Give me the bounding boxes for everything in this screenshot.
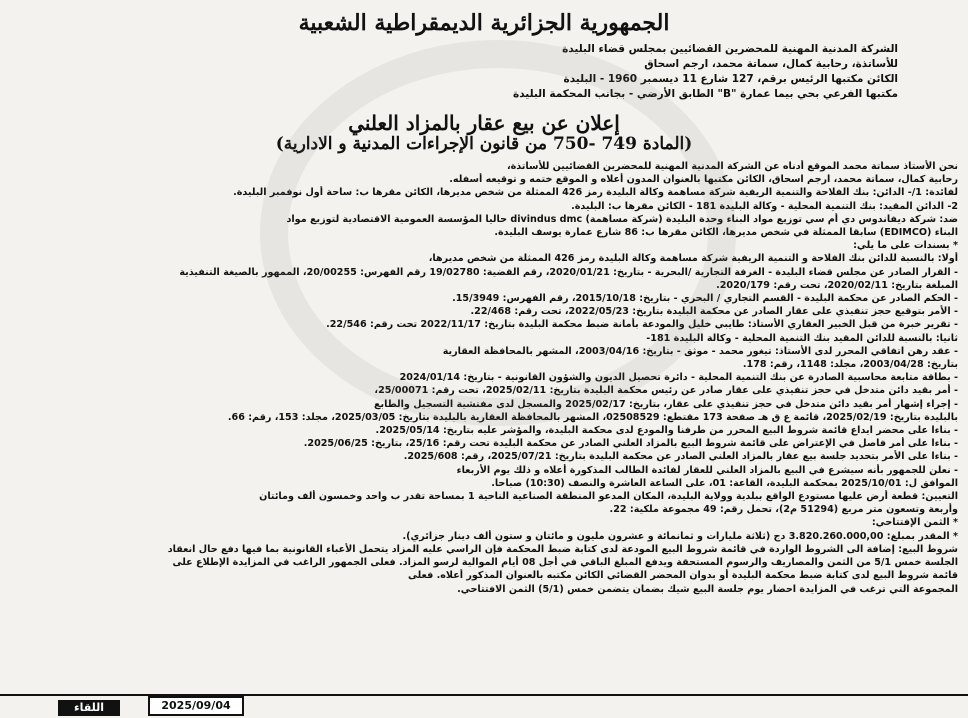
notice-line: - أمر بقيد دائن متدخل في حجز تنفيذي على عقار صادر عن رئيس محكمة البليدة بتاريخ: 2025/02/11، تحت رقم: 25/00071، <box>374 385 958 397</box>
notice-line: قائمة شروط البيع لدى كتابة ضبط محكمة البليدة أو بدوان المحضر القضائي الكائن مكتبه بالعنوان المذكور أعلاه. فعلى <box>407 570 958 582</box>
publication-date: 2025/09/04 <box>148 696 244 716</box>
notice-line: بالبليدة بتاريخ: 2025/02/19، قائمة ع ق هـ صفحة 173 مقتطع: 02508529، المشهر بالمحافظة العقارية بالبليدة بتاريخ: 2025/03/05، مجلد: 153، رقم: 66. <box>227 411 958 423</box>
notice-line: نحن الأستاذ سماتة محمد الموقع أدناه عن الشركة المدنية المهنية للمحضرين القضائيين للأساتذة، <box>506 161 958 172</box>
notice-line: شروط البيع: إضافة الى الشروط الواردة في قائمة شروط البيع المودعة لدى كتابة ضبط المحكمة فإن الراسي عليه المزاد يتحمل الأعباء القانونية بما فيها دفع حال انعقاد <box>167 543 958 555</box>
notice-line: لفائدة: 1/- الدائن: بنك الفلاحة والتنمية الريفية شركة مساهمة وكالة البليدة رمز 426 الممثلة من شخص مديرها، الكائن مقرها ب: ساحة أول نوفمبر البليدة. <box>233 187 958 199</box>
notice-line: - الحكم الصادر عن محكمة البليدة - القسم التجاري / البحري - بتاريخ: 2015/10/18، رقم الفهرس: 15/3949. <box>452 293 958 305</box>
notice-line: وأربعة وتسعون متر مربع (51294 م2)، تحمل رقم: 49 مجموعة ملكية: 22. <box>609 504 958 516</box>
notice-line: المجموعة التي ترغب في المزايدة احضار يوم جلسة البيع شيك بضمان يتضمن خمس (5/1) الثمن الافتتاحي. <box>457 583 958 595</box>
office-line-3: الكائن مكتبها الرئيس برقم، 127 شارع 11 ديسمبر 1960 - البليدة <box>563 73 898 85</box>
notice-line: المبلغة بتاريخ: 2020/02/11، تحت رقم: 2020/179. <box>716 279 958 291</box>
notice-line: البناء (EDIMCO) سابقا الممثلة في شخص مديرها، الكائن مقرها ب: 86 شارع عمارة يوسف البليدة. <box>494 227 958 239</box>
office-line-2: للأساتذة، رحابية كمال، سماتة محمد، ارجم اسحاق <box>644 58 898 70</box>
notice-line: - بطاقة متابعة محاسبية الصادرة عن بنك التنمية المحلية - دائرة تحصيل الديون والشؤون القانونية - بتاريخ: 2024/01/14 <box>399 372 958 384</box>
notice-line: بتاريخ: 2003/04/28، مجلد: 1148، رقم: 178. <box>742 359 958 371</box>
announcement-subtitle: (المادة 749 -750 من قانون الإجراءات المدنية و الادارية) <box>275 134 693 154</box>
page-footer <box>0 694 968 718</box>
notice-body <box>10 160 958 596</box>
notice-line: ضد: شركة ديفاندوس دي أم سي توزيع مواد البناء وحدة البليدة (شركة مساهمة) divindus dmc حاليا المؤسسة العمومية الاقتصادية لتوزيع مواد <box>286 213 958 225</box>
newspaper-tag: اللقاء <box>58 700 120 716</box>
notice-line: - عقد رهن اتفاقي المحرر لدى الأستاذ: تيغور محمد - موثق - بتاريخ: 2003/04/16، المشهر بالمحافظة العقارية <box>442 345 958 357</box>
notice-line: - الأمر بتوقيع حجز تنفيذي على عقار الصادر عن محكمة البليدة بتاريخ: 2022/05/23، تحت رقم: 22/468. <box>470 306 958 318</box>
notice-line: - القرار الصادر عن مجلس قضاء البليدة - الغرفة التجارية /البحرية - بتاريخ: 2020/01/21، رقم القضية: 19/02780 رقم الفهرس: 20/00255، الممهور بالصيغة التنفيذية <box>179 266 958 278</box>
announcement-title: إعلان عن بيع عقار بالمزاد العلني <box>348 111 620 135</box>
notice-line: * الثمن الإفتتاحي: <box>871 517 958 529</box>
office-header <box>10 42 958 102</box>
notice-line: أولا: بالنسبة للدائن بنك الفلاحة و التنمية الريفية شركة مساهمة وكالة البليدة رمز 426 الممثلة من شخص مديرها، <box>428 253 958 265</box>
office-line-4: مكتبها الفرعي بحي بيما عمارة "B" الطابق الأرضي - بجانب المحكمة البليدة <box>513 88 898 100</box>
notice-line: - إجراء إشهار أمر بقيد دائن متدخل في حجز تنفيذي على عقار، بتاريخ: 2025/02/17 والمسجل لدى مفتشية التسجيل والطابع <box>373 398 958 410</box>
office-line-1: الشركة المدنية المهنية للمحضرين القضائيين بمجلس قضاء البليدة <box>562 43 898 55</box>
notice-line: - تقرير خبرة من قبل الخبير العقاري الأستاذ: طايبي خليل والمودعة بأمانة ضبط محكمة البليدة بتاريخ: 2022/11/17 تحت رقم: 22/546. <box>326 319 958 331</box>
notice-line: * بسندات على ما يلي: <box>853 240 958 252</box>
notice-line: رحابية كمال، سماتة محمد، ارجم اسحاق، الكائن مكتبها بالعنوان المدون أعلاه و الموقع ختمه و توقيعه أسفله. <box>449 174 958 186</box>
notice-line: ثانيا: بالنسبة للدائن المقيد بنك التنمية المحلية - وكالة البليدة 181- <box>646 332 958 344</box>
notice-line: 2- الدائن المقيد: بنك التنمية المحلية - وكالة البليدة 181 - الكائن مقرها ب: البليدة. <box>571 200 958 212</box>
notice-line: - بناءا على محضر ايداع قائمة شروط البيع المحرر من طرفنا والمودع لدى محكمة البليدة، والمؤشر عليه بتاريخ: 2025/05/14. <box>375 425 958 437</box>
republic-title: الجمهورية الجزائرية الديمقراطية الشعبية <box>298 10 670 36</box>
notice-line: - نعلن للجمهور بأنه سيشرع في البيع بالمزاد العلني للعقار لفائدة الطالب المذكورة أعلاه و ذلك يوم الأربعاء <box>456 464 958 476</box>
notice-line: الجلسة خمس 5/1 من الثمن والمصاريف والرسوم المستحقة ويدفع المبلغ الباقي في أجل 08 أيام الموالية لرسو المزاد. فعلى الجمهور الراغب في المزايدة الإطلاع على <box>172 557 958 569</box>
notice-line: * المقدر بمبلغ: 3.820.260.000,00 دج (ثلاثة مليارات و ثمانمائة و عشرون مليون و مائتان و ستون ألف دينار جزائري). <box>402 530 958 542</box>
notice-line: التعيين: قطعة أرض عليها مستودع الواقع ببلدية وولاية البليدة، المكان المدعو المنطقة الصناعية الناحية 1 بمساحة تقدر ب واحد وخمسون ألف ومائتان <box>259 491 958 503</box>
notice-line: - بناءا على الأمر بتحديد جلسة بيع عقار بالمزاد العلني الصادر عن محكمة البليدة بتاريخ: 2025/07/21، رقم: 2025/608. <box>403 451 958 463</box>
notice-line: - بناءا على أمر فاصل في الإعتراض على قائمة شروط البيع بالمزاد العلني الصادر عن محكمة البليدة تحت رقم: 25/16، بتاريخ: 2025/06/25. <box>303 438 958 450</box>
notice-line: الموافق ل: 2025/10/01 بمحكمة البليدة، القاعة: 01، على الساعة العاشرة والنصف (10:30) صباحا. <box>491 477 958 489</box>
